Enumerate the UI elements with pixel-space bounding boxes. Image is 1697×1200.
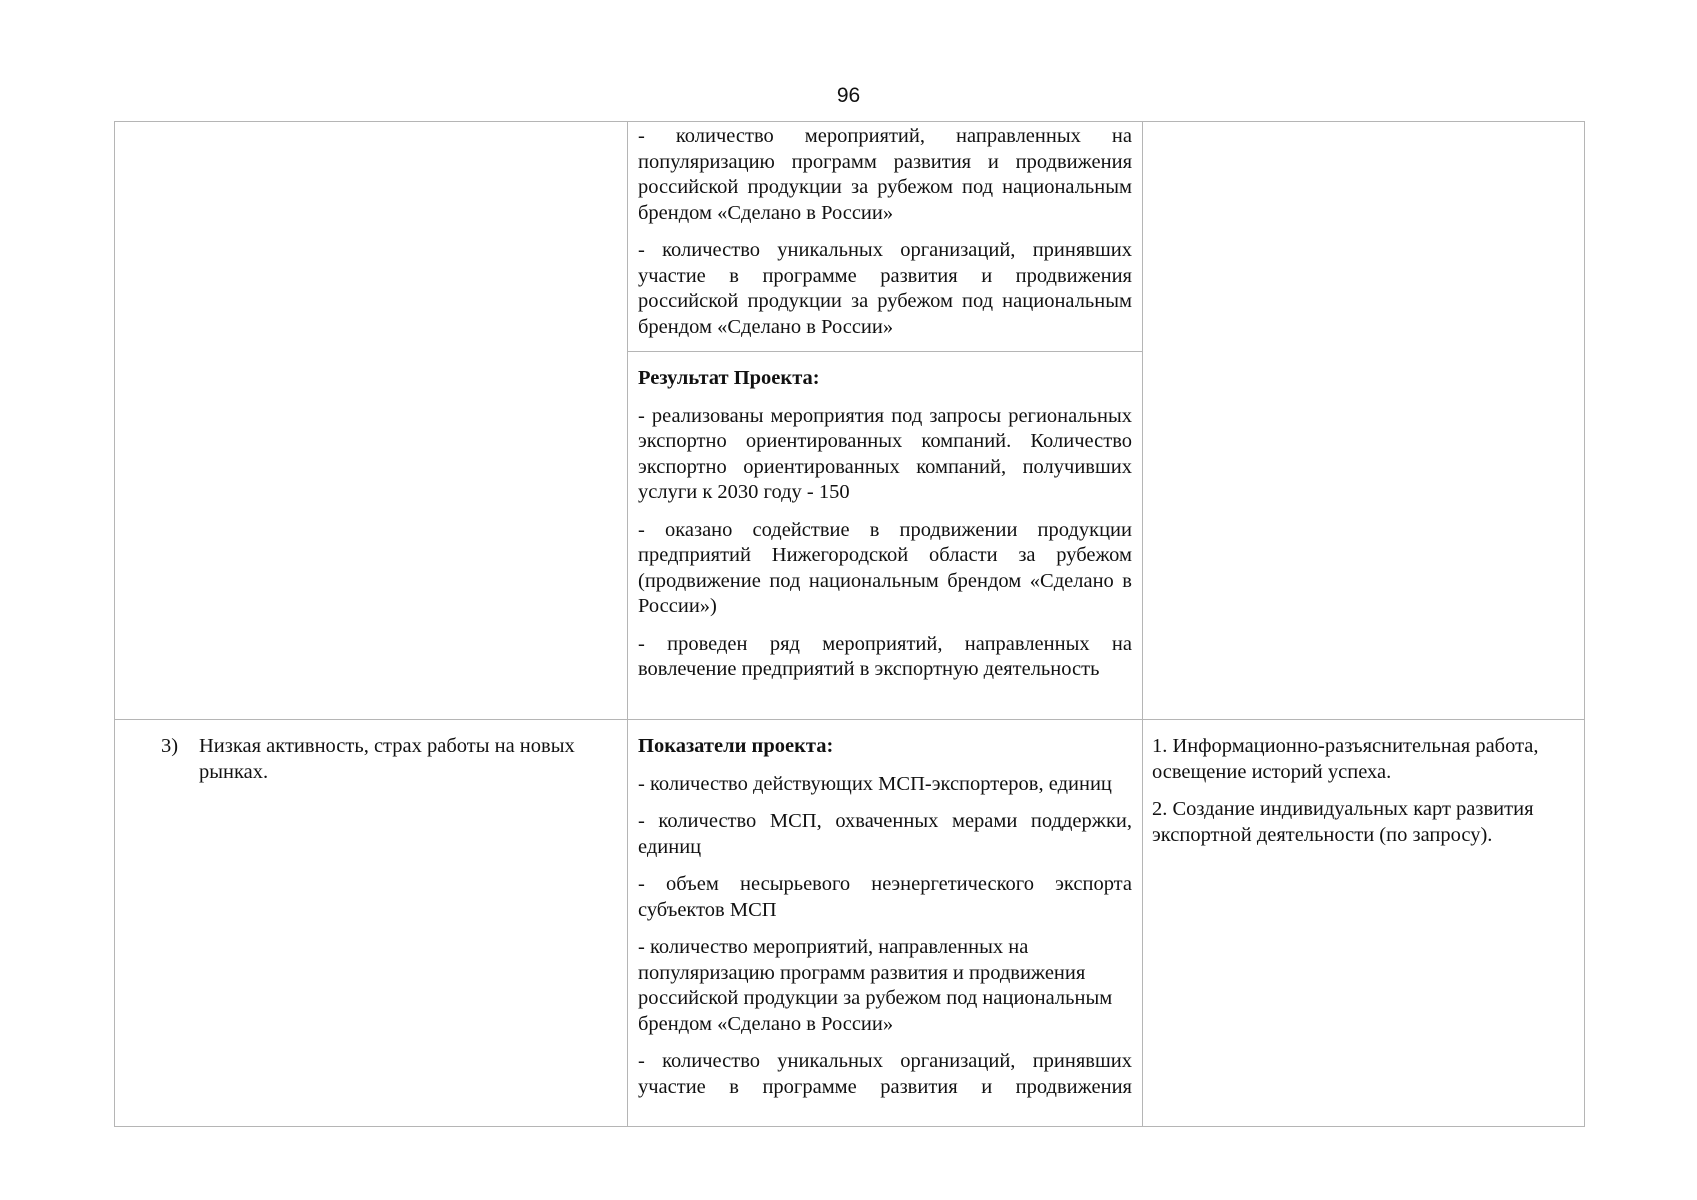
result-item: - реализованы мероприятия под запросы региональных экспортно ориентированных компаний. Количество экспортно ориентированных компаний, получивших услуги к 2030 году - 150 [638,404,1132,503]
measures-cell [1143,720,1584,1127]
indicator-item: - количество действующих МСП-экспортеров, единиц [638,772,1112,795]
results-heading: Результат Проекта: [638,367,820,389]
problem-text: Низкая активность, страх работы на новых рынках. [199,735,575,783]
result-item: - проведен ряд мероприятий, направленных на вовлечение предприятий в экспортную деятельность [638,632,1132,680]
indicator-item: - объем несырьевого неэнергетического экспорта субъектов МСП [638,873,1132,921]
indicator-item: - количество уникальных организаций, принявших участие в программе развития и продвижения российской продукции за рубежом под национальным брендом «Сделано в России» [638,239,1132,338]
indicator-item: - количество уникальных организаций, принявших участие в программе развития и продвижения [638,1050,1132,1098]
project-cell [628,122,1143,719]
indicator-item: - количество МСП, охваченных мерами поддержки, единиц [638,810,1132,858]
measure-item: 1. Информационно-разъяснительная работа, освещение историй успеха. [1152,735,1539,783]
page-number: 96 [836,84,861,107]
project-results [628,352,1142,695]
result-item: - оказано содействие в продвижении продукции предприятий Нижегородской области за рубежом (продвижение под национальным брендом «Сделано в России») [638,518,1132,617]
measures-cell-empty [1143,122,1584,719]
indicators-heading: Показатели проекта: [638,735,834,757]
table-row [115,720,1584,1127]
problem-cell [115,720,628,1127]
document-table [114,121,1585,1127]
measure-item: 2. Создание индивидуальных карт развития экспортной деятельности (по запросу). [1152,798,1534,846]
table-row [115,122,1584,720]
project-cell [628,720,1143,1127]
problem-number: 3) [161,735,179,757]
problem-cell-empty [115,122,628,719]
indicator-item: - количество мероприятий, направленных на популяризацию программ развития и продвижения российской продукции за рубежом под национальным брендом «Сделано в России» [638,125,1132,224]
problem-item [161,734,611,785]
indicators-continuation [628,122,1142,352]
indicator-item: - количество мероприятий, направленных на популяризацию программ развития и продвижения российской продукции за рубежом под национальным брендом «Сделано в России» [638,936,1113,1035]
